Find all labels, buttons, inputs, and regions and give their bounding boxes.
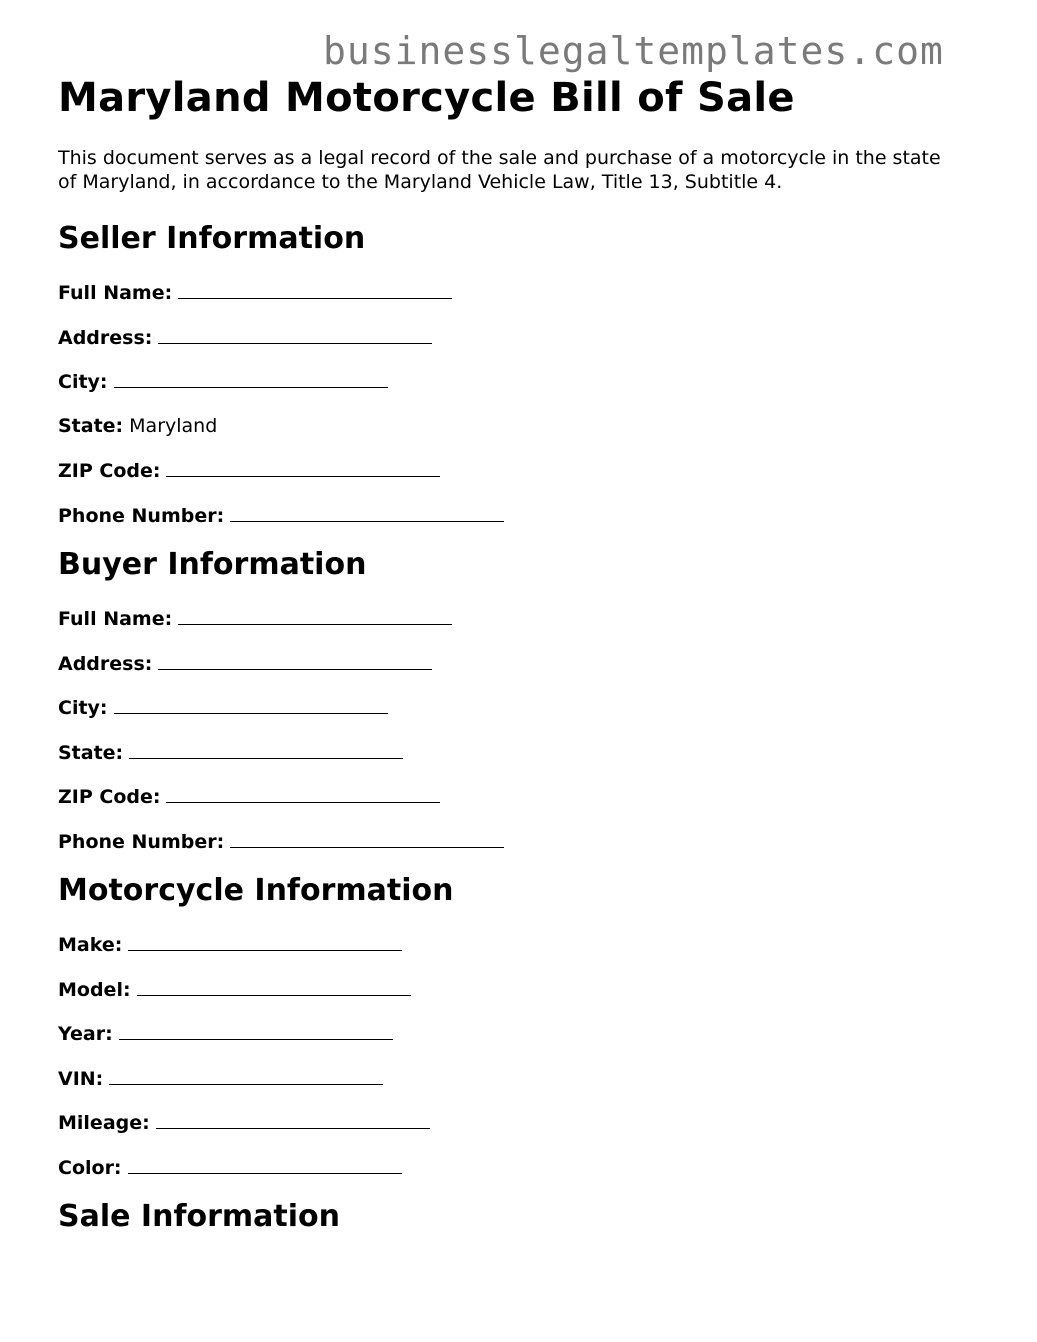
buyer-address-field	[58, 651, 988, 675]
seller-phone-blank[interactable]	[230, 503, 504, 522]
seller-fields	[58, 280, 988, 527]
seller-section-heading: Seller Information	[58, 221, 366, 256]
intro-paragraph: This document serves as a legal record of the sale and purchase of a motorcycle in the state of Maryland, in accordance to the Maryland Vehicle Law, Title 13, Subtitle 4.	[58, 147, 941, 193]
motorcycle-model-field	[58, 977, 988, 1001]
field-label: Address:	[58, 326, 153, 349]
buyer-phone-field	[58, 829, 988, 853]
field-label: Make:	[58, 934, 123, 956]
buyer-section-heading: Buyer Information	[58, 547, 367, 582]
document-title: Maryland Motorcycle Bill of Sale	[58, 75, 795, 121]
buyer-city-blank[interactable]	[114, 695, 388, 714]
seller-state-field	[58, 414, 988, 438]
buyer-state-blank[interactable]	[129, 740, 403, 759]
field-label: State:	[58, 414, 124, 437]
seller-city-field	[58, 369, 988, 393]
buyer-zip-field	[58, 784, 988, 808]
motorcycle-color-field	[58, 1155, 988, 1179]
field-label: Full Name:	[58, 282, 173, 304]
motorcycle-year-blank[interactable]	[119, 1021, 393, 1040]
motorcycle-model-blank[interactable]	[137, 977, 411, 996]
field-label: Phone Number:	[58, 504, 225, 527]
field-label: Color:	[58, 1156, 122, 1179]
motorcycle-vin-field	[58, 1066, 988, 1090]
seller-address-field	[58, 325, 988, 349]
field-label: ZIP Code:	[58, 786, 161, 808]
motorcycle-mileage-field	[58, 1110, 988, 1134]
motorcycle-year-field	[58, 1021, 988, 1045]
buyer-state-field	[58, 740, 988, 764]
buyer-full-name-blank[interactable]	[178, 606, 452, 625]
watermark: businesslegaltemplates.com	[323, 29, 944, 73]
field-label: State:	[58, 741, 124, 764]
motorcycle-mileage-blank[interactable]	[156, 1110, 430, 1129]
motorcycle-fields	[58, 932, 988, 1179]
seller-zip-field	[58, 458, 988, 482]
field-label: Model:	[58, 978, 131, 1001]
field-label: Phone Number:	[58, 830, 225, 853]
seller-city-blank[interactable]	[114, 369, 388, 388]
field-label: Address:	[58, 652, 153, 675]
motorcycle-make-blank[interactable]	[128, 932, 402, 951]
field-label: ZIP Code:	[58, 460, 161, 482]
field-label: Mileage:	[58, 1112, 150, 1134]
buyer-full-name-field	[58, 606, 988, 630]
motorcycle-section-heading: Motorcycle Information	[58, 873, 454, 908]
seller-address-blank[interactable]	[158, 325, 432, 344]
seller-phone-field	[58, 503, 988, 527]
buyer-city-field	[58, 695, 988, 719]
buyer-fields	[58, 606, 988, 853]
seller-zip-blank[interactable]	[166, 458, 440, 477]
seller-state-value: Maryland	[129, 414, 218, 437]
field-label: VIN:	[58, 1067, 104, 1090]
motorcycle-vin-blank[interactable]	[109, 1066, 383, 1085]
motorcycle-color-blank[interactable]	[128, 1155, 402, 1174]
seller-full-name-field	[58, 280, 988, 304]
buyer-zip-blank[interactable]	[166, 784, 440, 803]
motorcycle-make-field	[58, 932, 988, 956]
document-page	[58, 74, 988, 1235]
sale-section-heading: Sale Information	[58, 1199, 340, 1234]
field-label: Full Name:	[58, 608, 173, 630]
buyer-address-blank[interactable]	[158, 651, 432, 670]
seller-full-name-blank[interactable]	[178, 280, 452, 299]
field-label: City:	[58, 371, 108, 393]
field-label: City:	[58, 697, 108, 719]
buyer-phone-blank[interactable]	[230, 829, 504, 848]
field-label: Year:	[58, 1023, 113, 1045]
